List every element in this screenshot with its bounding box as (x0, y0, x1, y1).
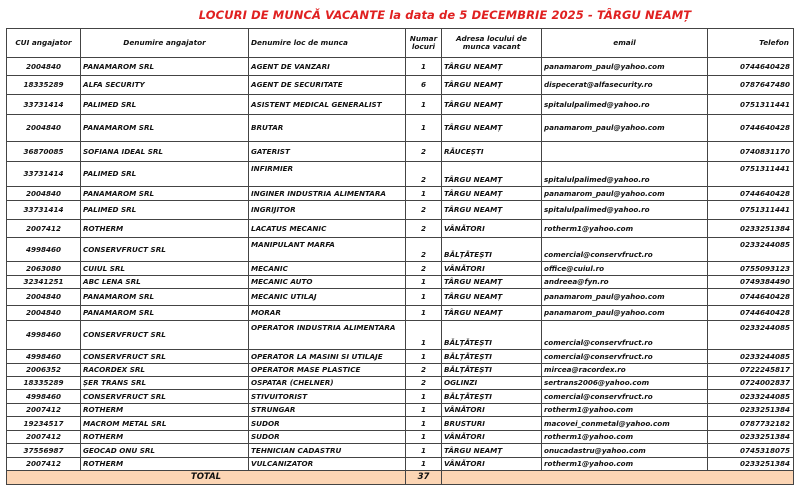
table-row (7, 201, 794, 220)
table-row (7, 350, 794, 364)
cell-phone: 0722245817 (708, 364, 794, 377)
cell-email[interactable]: office@cuiul.ro (542, 262, 708, 276)
cell-address: TÂRGU NEAMȚ (442, 187, 542, 201)
table-row (7, 115, 794, 142)
page-title: LOCURI DE MUNCĂ VACANTE la data de 5 DECEMBRIE 2025 - TÂRGU NEAMȚ (198, 8, 692, 22)
cell-employer: CONSERVFRUCT SRL (81, 350, 249, 364)
cell-phone: 0233244085 (708, 321, 794, 350)
table-row (7, 162, 794, 187)
cell-count: 2 (406, 142, 442, 162)
cell-email[interactable]: rotherm1@yahoo.com (542, 431, 708, 444)
cell-address: TÂRGU NEAMȚ (442, 58, 542, 76)
header-row (7, 29, 794, 58)
cell-email[interactable]: comercial@conservfruct.ro (542, 238, 708, 262)
cell-employer: CONSERVFRUCT SRL (81, 390, 249, 404)
cell-address: TÂRGU NEAMȚ (442, 444, 542, 458)
cell-job: STIVUITORIST (249, 390, 406, 404)
cell-count: 2 (406, 364, 442, 377)
cell-count: 1 (406, 390, 442, 404)
total-empty (442, 471, 794, 485)
header-job: Denumire loc de munca (249, 29, 406, 58)
cell-cui: 2007412 (7, 404, 81, 417)
header-address: Adresa locului de munca vacant (442, 29, 542, 58)
cell-phone: 0740831170 (708, 142, 794, 162)
cell-email[interactable]: panamarom_paul@yahoo.com (542, 187, 708, 201)
cell-address: BĂLȚĂTEȘTI (442, 390, 542, 404)
cell-email[interactable]: comercial@conservfruct.ro (542, 390, 708, 404)
table-row (7, 58, 794, 76)
cell-cui: 2004840 (7, 187, 81, 201)
cell-employer: PANAMAROM SRL (81, 58, 249, 76)
cell-address: TÂRGU NEAMȚ (442, 162, 542, 187)
cell-job: STRUNGAR (249, 404, 406, 417)
cell-employer: ABC LENA SRL (81, 276, 249, 289)
cell-employer: PANAMAROM SRL (81, 306, 249, 321)
cell-email[interactable]: macovei_conmetal@yahoo.com (542, 417, 708, 431)
cell-count: 1 (406, 289, 442, 306)
cell-job: MORAR (249, 306, 406, 321)
cell-count: 1 (406, 115, 442, 142)
cell-phone: 0233244085 (708, 350, 794, 364)
cell-count: 1 (406, 458, 442, 471)
cell-job: MECANIC UTILAJ (249, 289, 406, 306)
table-row (7, 321, 794, 350)
table-row (7, 262, 794, 276)
cell-job: INGINER INDUSTRIA ALIMENTARA (249, 187, 406, 201)
cell-employer: MACROM METAL SRL (81, 417, 249, 431)
cell-email[interactable]: rotherm1@yahoo.com (542, 404, 708, 417)
cell-job: MECANIC (249, 262, 406, 276)
cell-cui: 33731414 (7, 95, 81, 115)
header-count: Numar locuri (406, 29, 442, 58)
cell-count: 2 (406, 377, 442, 390)
cell-email[interactable]: rotherm1@yahoo.com (542, 220, 708, 238)
cell-count: 1 (406, 95, 442, 115)
cell-address: BĂLȚĂTEȘTI (442, 364, 542, 377)
cell-email[interactable]: panamarom_paul@yahoo.com (542, 58, 708, 76)
table-row (7, 458, 794, 471)
cell-employer: PALIMED SRL (81, 201, 249, 220)
cell-employer: PANAMAROM SRL (81, 187, 249, 201)
table-row (7, 289, 794, 306)
cell-job: OSPATAR (CHELNER) (249, 377, 406, 390)
cell-phone: 0751311441 (708, 162, 794, 187)
cell-employer: CONSERVFRUCT SRL (81, 238, 249, 262)
cell-job: INFIRMIER (249, 162, 406, 187)
cell-phone: 0233251384 (708, 458, 794, 471)
table-row (7, 431, 794, 444)
table-row (7, 444, 794, 458)
table-row (7, 220, 794, 238)
header-cui: CUI angajator (7, 29, 81, 58)
cell-phone: 0744640428 (708, 289, 794, 306)
cell-cui: 18335289 (7, 76, 81, 95)
cell-phone: 0755093123 (708, 262, 794, 276)
cell-cui: 37556987 (7, 444, 81, 458)
cell-email[interactable]: panamarom_paul@yahoo.com (542, 115, 708, 142)
header-email: email (542, 29, 708, 58)
cell-count: 2 (406, 162, 442, 187)
cell-cui: 2004840 (7, 115, 81, 142)
cell-employer: ALFA SECURITY (81, 76, 249, 95)
cell-email[interactable]: onucadastru@yahoo.com (542, 444, 708, 458)
cell-employer: GEOCAD ONU SRL (81, 444, 249, 458)
cell-email[interactable]: panamarom_paul@yahoo.com (542, 289, 708, 306)
cell-email[interactable]: mircea@racordex.ro (542, 364, 708, 377)
cell-employer: ȘER TRANS SRL (81, 377, 249, 390)
cell-email[interactable]: dispecerat@alfasecurity.ro (542, 76, 708, 95)
cell-cui: 2004840 (7, 289, 81, 306)
header-employer: Denumire angajator (81, 29, 249, 58)
cell-phone: 0233244085 (708, 390, 794, 404)
cell-count: 2 (406, 238, 442, 262)
cell-count: 1 (406, 58, 442, 76)
cell-phone: 0744640428 (708, 187, 794, 201)
table-row (7, 238, 794, 262)
cell-email[interactable]: rotherm1@yahoo.com (542, 458, 708, 471)
cell-employer: CUIUL SRL (81, 262, 249, 276)
cell-email[interactable]: sertrans2006@yahoo.com (542, 377, 708, 390)
cell-address: TÂRGU NEAMȚ (442, 115, 542, 142)
total-label: TOTAL (7, 471, 406, 485)
header-phone: Telefon (708, 29, 794, 58)
cell-employer: CONSERVFRUCT SRL (81, 321, 249, 350)
cell-address: VÂNĂTORI (442, 262, 542, 276)
cell-phone: 0744640428 (708, 306, 794, 321)
cell-cui: 2004840 (7, 58, 81, 76)
cell-cui: 2004840 (7, 306, 81, 321)
cell-phone: 0787647480 (708, 76, 794, 95)
cell-job: SUDOR (249, 431, 406, 444)
cell-phone: 0787732182 (708, 417, 794, 431)
table-row (7, 306, 794, 321)
cell-phone: 0751311441 (708, 201, 794, 220)
cell-job: OPERATOR INDUSTRIA ALIMENTARA (249, 321, 406, 350)
total-value: 37 (406, 471, 442, 485)
cell-cui: 2006352 (7, 364, 81, 377)
cell-address: BRUSTURI (442, 417, 542, 431)
table-row (7, 377, 794, 390)
cell-employer: PANAMAROM SRL (81, 289, 249, 306)
cell-count: 1 (406, 306, 442, 321)
cell-phone: 0233251384 (708, 404, 794, 417)
cell-count: 2 (406, 220, 442, 238)
cell-employer: ROTHERM (81, 431, 249, 444)
cell-employer: ROTHERM (81, 220, 249, 238)
cell-phone: 0233251384 (708, 220, 794, 238)
cell-job: BRUTAR (249, 115, 406, 142)
cell-cui: 18335289 (7, 377, 81, 390)
cell-email[interactable]: andreea@fyn.ro (542, 276, 708, 289)
cell-count: 6 (406, 76, 442, 95)
cell-phone: 0744640428 (708, 58, 794, 76)
cell-address: BĂLȚĂTEȘTI (442, 238, 542, 262)
cell-cui: 4998460 (7, 321, 81, 350)
cell-cui: 4998460 (7, 390, 81, 404)
cell-email[interactable]: panamarom_paul@yahoo.com (542, 306, 708, 321)
cell-phone: 0749384490 (708, 276, 794, 289)
cell-job: OPERATOR LA MASINI SI UTILAJE (249, 350, 406, 364)
cell-employer: PALIMED SRL (81, 162, 249, 187)
cell-address: VÂNĂTORI (442, 458, 542, 471)
cell-address: RĂUCEȘTI (442, 142, 542, 162)
cell-count: 1 (406, 444, 442, 458)
cell-address: VÂNĂTORI (442, 431, 542, 444)
cell-job: AGENT DE VANZARI (249, 58, 406, 76)
cell-address: TÂRGU NEAMȚ (442, 276, 542, 289)
cell-phone: 0724002837 (708, 377, 794, 390)
table-row (7, 364, 794, 377)
cell-address: TÂRGU NEAMȚ (442, 76, 542, 95)
table-row (7, 142, 794, 162)
cell-employer: SOFIANA IDEAL SRL (81, 142, 249, 162)
cell-cui: 4998460 (7, 238, 81, 262)
cell-phone: 0745318075 (708, 444, 794, 458)
cell-email[interactable] (542, 142, 708, 162)
cell-job: AGENT DE SECURITATE (249, 76, 406, 95)
cell-count: 1 (406, 417, 442, 431)
cell-job: MECANIC AUTO (249, 276, 406, 289)
cell-address: OGLINZI (442, 377, 542, 390)
cell-phone: 0233244085 (708, 238, 794, 262)
cell-cui: 19234517 (7, 417, 81, 431)
cell-phone: 0744640428 (708, 115, 794, 142)
cell-count: 2 (406, 201, 442, 220)
cell-employer: ROTHERM (81, 404, 249, 417)
cell-count: 1 (406, 276, 442, 289)
cell-email[interactable]: spitalulpalimed@yahoo.ro (542, 95, 708, 115)
cell-employer: PANAMAROM SRL (81, 115, 249, 142)
cell-job: GATERIST (249, 142, 406, 162)
vacancies-table (6, 28, 794, 485)
cell-job: INGRIJITOR (249, 201, 406, 220)
cell-count: 1 (406, 321, 442, 350)
cell-count: 1 (406, 350, 442, 364)
cell-job: OPERATOR MASE PLASTICE (249, 364, 406, 377)
cell-cui: 2007412 (7, 458, 81, 471)
cell-cui: 32341251 (7, 276, 81, 289)
cell-address: VÂNĂTORI (442, 220, 542, 238)
cell-email[interactable]: comercial@conservfruct.ro (542, 350, 708, 364)
cell-address: TÂRGU NEAMȚ (442, 95, 542, 115)
cell-job: TEHNICIAN CADASTRU (249, 444, 406, 458)
total-row (7, 471, 794, 485)
cell-count: 1 (406, 187, 442, 201)
cell-address: VÂNĂTORI (442, 404, 542, 417)
cell-cui: 2007412 (7, 431, 81, 444)
table-row (7, 276, 794, 289)
cell-phone: 0751311441 (708, 95, 794, 115)
cell-phone: 0233251384 (708, 431, 794, 444)
table-row (7, 417, 794, 431)
cell-email[interactable]: spitalulpalimed@yahoo.ro (542, 162, 708, 187)
cell-job: VULCANIZATOR (249, 458, 406, 471)
cell-cui: 2007412 (7, 220, 81, 238)
cell-count: 1 (406, 404, 442, 417)
cell-address: TÂRGU NEAMȚ (442, 201, 542, 220)
cell-email[interactable]: spitalulpalimed@yahoo.ro (542, 201, 708, 220)
cell-count: 1 (406, 431, 442, 444)
cell-cui: 4998460 (7, 350, 81, 364)
cell-cui: 33731414 (7, 162, 81, 187)
cell-cui: 2063080 (7, 262, 81, 276)
cell-job: ASISTENT MEDICAL GENERALIST (249, 95, 406, 115)
table-row (7, 95, 794, 115)
table-row (7, 390, 794, 404)
table-row (7, 404, 794, 417)
cell-count: 2 (406, 262, 442, 276)
cell-employer: ROTHERM (81, 458, 249, 471)
cell-employer: RACORDEX SRL (81, 364, 249, 377)
cell-job: MANIPULANT MARFA (249, 238, 406, 262)
cell-address: BĂLȚĂTEȘTI (442, 321, 542, 350)
cell-address: BĂLȚĂTEȘTI (442, 350, 542, 364)
cell-cui: 36870085 (7, 142, 81, 162)
cell-cui: 33731414 (7, 201, 81, 220)
cell-employer: PALIMED SRL (81, 95, 249, 115)
cell-address: TÂRGU NEAMȚ (442, 289, 542, 306)
cell-email[interactable]: comercial@conservfruct.ro (542, 321, 708, 350)
cell-address: TÂRGU NEAMȚ (442, 306, 542, 321)
table-row (7, 76, 794, 95)
table-row (7, 187, 794, 201)
cell-job: SUDOR (249, 417, 406, 431)
cell-job: LACATUS MECANIC (249, 220, 406, 238)
